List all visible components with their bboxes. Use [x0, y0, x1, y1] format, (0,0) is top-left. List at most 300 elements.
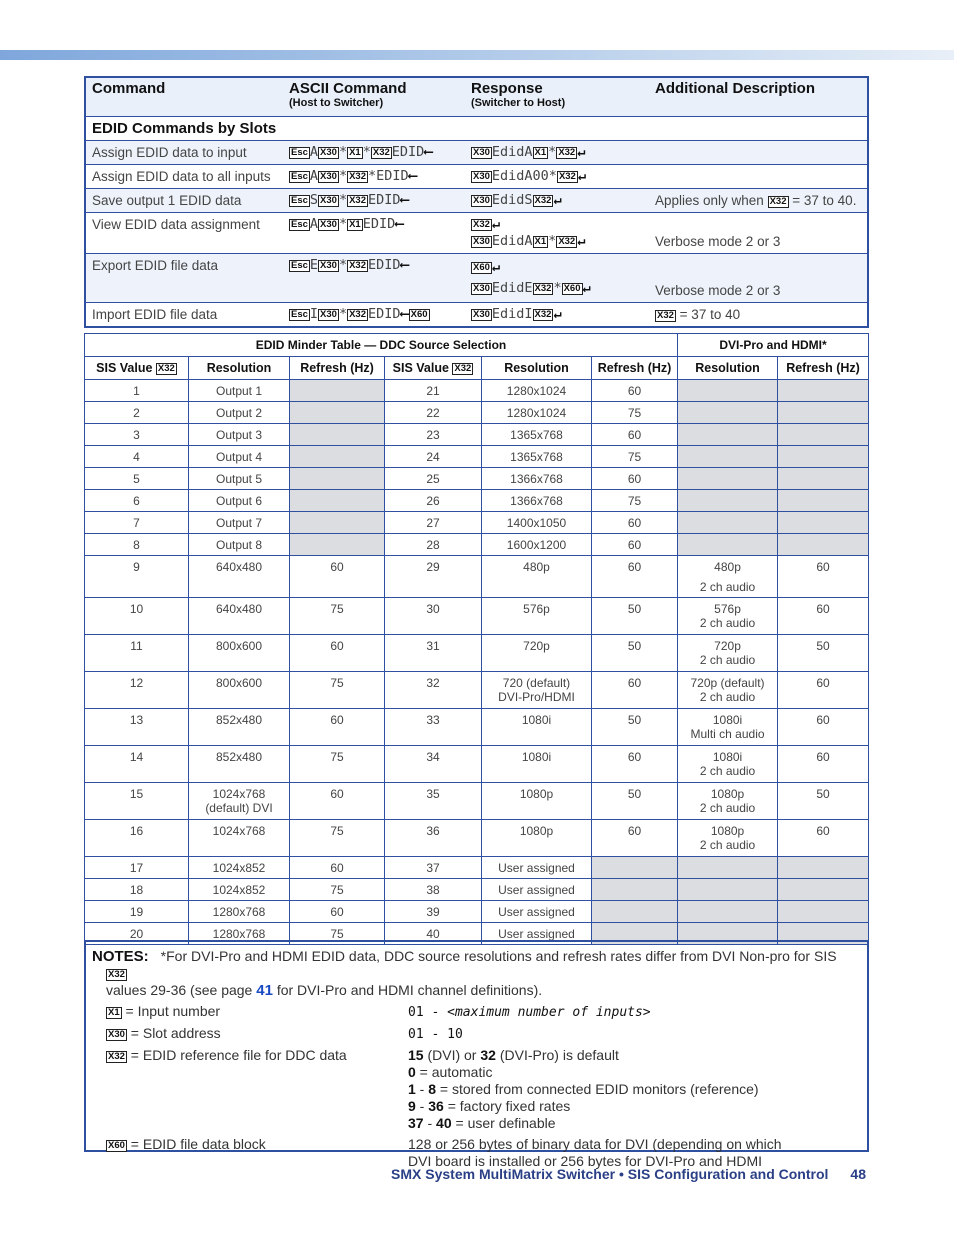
cell-value: 50 [627, 602, 642, 616]
header-response: Response [471, 80, 543, 97]
notes-heading: NOTES: [92, 948, 149, 965]
table-cell [778, 402, 869, 424]
cell-value: 1080p [710, 824, 745, 838]
table-cell [189, 746, 290, 783]
resp-part: EdidA00* [491, 168, 557, 184]
cell-value: 32 [426, 676, 440, 690]
table-cell [678, 857, 778, 879]
table-cell [778, 709, 869, 746]
table-row [85, 746, 869, 783]
cell-value: 23 [426, 428, 440, 442]
esc-key-icon: Esc [291, 147, 308, 158]
x32-value-number: 40 [436, 1115, 452, 1131]
x32-key-icon: X32 [349, 260, 366, 271]
table-cell [385, 556, 482, 598]
description [649, 141, 867, 165]
table-cell [385, 446, 482, 468]
cell-value: 25 [426, 472, 440, 486]
x32-value-line [408, 1098, 857, 1115]
table-cell [290, 879, 385, 901]
x32-value-text: (DVI) or [423, 1047, 481, 1063]
table-cell [189, 534, 290, 556]
edid-command-table [84, 76, 869, 328]
cell-subvalue: DVI-Pro/HDMI [498, 690, 575, 704]
top-accent-bar [0, 50, 954, 60]
table-cell [592, 635, 678, 672]
command-name: Export EDID file data [86, 254, 283, 303]
table-cell [678, 402, 778, 424]
table-cell [85, 446, 189, 468]
cell-value: 50 [627, 639, 642, 653]
cell-value: 8 [133, 538, 140, 552]
description: = 37 to 40. [792, 193, 857, 208]
cell-value: 60 [330, 861, 344, 875]
table-row [86, 303, 867, 327]
x32-value-text: = automatic [415, 1064, 493, 1080]
table-cell [385, 512, 482, 534]
cell-value: 40 [426, 927, 440, 941]
table-cell [189, 879, 290, 901]
cell-value: 60 [627, 516, 642, 530]
cell-value: User assigned [498, 861, 575, 875]
table-cell [778, 446, 869, 468]
x32-value-line [408, 1081, 857, 1098]
table-cell [592, 746, 678, 783]
table-row [86, 141, 867, 165]
cell-value: 50 [816, 639, 830, 653]
cell-value: 480p [714, 560, 741, 574]
col-header: Resolution [482, 357, 592, 380]
cell-value: 800x600 [215, 676, 263, 690]
cell-value: 60 [816, 676, 830, 690]
cell-value: User assigned [498, 905, 575, 919]
table-cell [189, 490, 290, 512]
table-cell [592, 783, 678, 820]
col-header [385, 357, 482, 380]
table-cell [290, 709, 385, 746]
esc-key-icon: Esc [291, 260, 308, 271]
x32-key-icon: X32 [558, 171, 576, 182]
cell-value: 576p [523, 602, 550, 616]
table-cell [482, 879, 592, 901]
cmd-part: S [309, 192, 319, 208]
table-cell [592, 709, 678, 746]
resp-part: * [548, 233, 557, 249]
table-cell [592, 534, 678, 556]
cell-value: 1365x768 [510, 450, 563, 464]
cell-value: 27 [426, 516, 440, 530]
cell-value: Output 2 [215, 406, 263, 420]
cell-value: 10 [129, 602, 144, 616]
table-cell [385, 402, 482, 424]
x1-key-icon: X1 [108, 1007, 120, 1018]
table-cell [85, 672, 189, 709]
cell-value: User assigned [498, 883, 575, 897]
x32-key-icon: X32 [558, 147, 576, 158]
table-header [86, 78, 867, 117]
table-cell [290, 402, 385, 424]
x32-value-text: = stored from connected EDID monitors (reference) [436, 1081, 759, 1097]
table-cell [482, 901, 592, 923]
table-row [85, 879, 869, 901]
table-cell [189, 709, 290, 746]
header-ascii-sub: (Host to Switcher) [289, 97, 384, 109]
arrow-left-icon: ⟵ [424, 144, 433, 160]
x30-key-icon: X30 [473, 236, 490, 247]
cell-value: 1024x852 [212, 861, 266, 875]
x32-key-icon: X32 [108, 1051, 125, 1062]
cell-value: 20 [129, 927, 144, 941]
cell-value: 60 [627, 472, 642, 486]
table-cell [290, 746, 385, 783]
cmd-part: A [309, 216, 319, 232]
cell-value: 50 [627, 787, 642, 801]
cell-value: 33 [426, 713, 440, 727]
cell-value: 1280x1024 [506, 406, 567, 420]
x32-key-icon: X32 [108, 969, 125, 980]
x60-key-icon: X60 [473, 262, 490, 273]
cell-value: 60 [627, 384, 642, 398]
table-cell [290, 512, 385, 534]
table-cell [189, 857, 290, 879]
cmd-part: A [309, 144, 319, 160]
table-cell [778, 534, 869, 556]
table-cell [290, 901, 385, 923]
resp-part: * [548, 144, 557, 160]
x30-key-icon: X30 [320, 195, 337, 206]
table-cell [482, 512, 592, 534]
cell-value: 26 [426, 494, 440, 508]
table-cell [592, 402, 678, 424]
command-name: Assign EDID data to input [86, 141, 283, 165]
x30-key-icon: X30 [320, 309, 337, 320]
table-cell [778, 879, 869, 901]
table-cell [85, 709, 189, 746]
x32-values [408, 1047, 857, 1132]
resp-part: EdidE [491, 280, 533, 296]
table-cell [778, 746, 869, 783]
cell-value: 60 [330, 639, 344, 653]
table-row [85, 512, 869, 534]
table-cell [778, 556, 869, 598]
x30-key-icon: X30 [473, 283, 490, 294]
table-cell [482, 424, 592, 446]
table-cell [85, 746, 189, 783]
table-cell [189, 820, 290, 857]
table-row [85, 672, 869, 709]
x32-value-number: 37 [408, 1115, 424, 1131]
cell-value: Output 1 [215, 384, 263, 398]
table-cell [290, 783, 385, 820]
cell-subvalue: 2 ch audio [699, 653, 756, 667]
table-cell [778, 512, 869, 534]
cell-subvalue: Multi ch audio [690, 727, 765, 741]
table-cell [678, 746, 778, 783]
cell-value: 1024x768 [212, 824, 266, 838]
table-cell [385, 857, 482, 879]
cell-value: 720p [523, 639, 550, 653]
table-row [85, 534, 869, 556]
cell-value: Output 7 [215, 516, 263, 530]
cell-value: 60 [627, 750, 642, 764]
cell-value: 75 [627, 494, 642, 508]
page-number: 48 [850, 1166, 866, 1182]
table-cell [678, 820, 778, 857]
table-cell [85, 783, 189, 820]
x60-label: = EDID file data block [130, 1136, 266, 1152]
cell-value: 14 [129, 750, 144, 764]
x32-value-text: - [423, 1115, 437, 1131]
table-cell [678, 446, 778, 468]
x32-value-number: 1 [408, 1081, 416, 1097]
table-cell [678, 879, 778, 901]
cell-value: 39 [426, 905, 440, 919]
table-cell [290, 380, 385, 402]
table-cell [678, 380, 778, 402]
table-cell [482, 857, 592, 879]
page-link[interactable]: 41 [256, 982, 273, 999]
table-cell [482, 783, 592, 820]
table-cell [678, 783, 778, 820]
x32-value-text: = user definable [451, 1115, 556, 1131]
arrow-left-icon: ⟵ [408, 168, 417, 184]
table-cell [678, 512, 778, 534]
cmd-part: EDID [368, 306, 401, 322]
cmd-part: *EDID [368, 168, 409, 184]
cell-value: 1080i [712, 713, 743, 727]
table-cell [85, 512, 189, 534]
cmd-part: * [338, 257, 348, 273]
cell-subvalue: 2 ch audio [699, 838, 756, 852]
cell-value: 75 [330, 602, 344, 616]
cmd-part: * [338, 144, 348, 160]
table-cell [290, 598, 385, 635]
cmd-part: I [309, 306, 319, 322]
cell-value: 21 [426, 384, 440, 398]
cell-value: 50 [627, 713, 642, 727]
table-cell [592, 820, 678, 857]
esc-key-icon: Esc [291, 309, 308, 320]
cell-value: 17 [129, 861, 144, 875]
command-name: Assign EDID data to all inputs [86, 165, 283, 189]
table-row [86, 165, 867, 189]
cell-subvalue: 2 ch audio [699, 801, 756, 815]
cell-value: 60 [330, 560, 344, 574]
x32-value-number: 32 [480, 1047, 496, 1063]
return-icon: ↵ [582, 280, 591, 296]
x30-key-icon: X30 [473, 147, 490, 158]
resp-part: EdidS [491, 192, 533, 208]
cell-value: 19 [129, 905, 144, 919]
table-cell [189, 380, 290, 402]
table-cell [290, 672, 385, 709]
cell-value: 13 [129, 713, 144, 727]
x32-key-icon: X32 [349, 309, 366, 320]
col-header-label: SIS Value [392, 361, 449, 375]
table-cell [385, 746, 482, 783]
table-cell [385, 534, 482, 556]
table-cell [290, 534, 385, 556]
table-cell [592, 380, 678, 402]
esc-key-icon: Esc [291, 171, 308, 182]
table-cell [189, 468, 290, 490]
x32-key-icon: X32 [534, 195, 552, 206]
x32-key-icon: X32 [534, 309, 552, 320]
cmd-part: * [338, 192, 348, 208]
cell-value: 4 [133, 450, 140, 464]
table-cell [778, 635, 869, 672]
cell-value: 60 [627, 538, 642, 552]
x1-key-icon: X1 [349, 219, 361, 230]
cell-value: 1024x768 [212, 787, 266, 801]
cell-value: 30 [426, 602, 440, 616]
description: = 37 to 40 [679, 307, 741, 322]
table-cell [778, 857, 869, 879]
table-cell [385, 901, 482, 923]
table-row [85, 556, 869, 598]
cell-value: 60 [627, 824, 642, 838]
cell-value: 1080p [519, 824, 554, 838]
cell-value: 38 [426, 883, 440, 897]
table-cell [778, 672, 869, 709]
table-row [85, 468, 869, 490]
x32-key-icon: X32 [157, 363, 175, 374]
x32-value-line [408, 1047, 857, 1064]
edid-minder-table [84, 333, 869, 945]
table-cell [85, 380, 189, 402]
table-cell [290, 635, 385, 672]
description: Verbose mode 2 or 3 [649, 254, 867, 303]
table-row [85, 783, 869, 820]
table-cell [592, 901, 678, 923]
cell-value: Output 8 [215, 538, 263, 552]
cell-value: 1600x1200 [506, 538, 567, 552]
table-cell [778, 490, 869, 512]
table-cell [678, 556, 778, 598]
table-cell [85, 635, 189, 672]
cmd-part: E [309, 257, 319, 273]
table-cell [85, 879, 189, 901]
cell-value: 34 [426, 750, 440, 764]
cell-value: 24 [426, 450, 440, 464]
cell-value: 29 [426, 560, 440, 574]
cell-value: 15 [129, 787, 144, 801]
col-header-label: SIS Value [96, 361, 153, 375]
cell-value: User assigned [498, 927, 575, 941]
cell-value: 3 [133, 428, 140, 442]
table-cell [385, 820, 482, 857]
table-cell [482, 380, 592, 402]
cell-value: 852x480 [215, 750, 263, 764]
table-cell [189, 424, 290, 446]
cell-value: 1366x768 [510, 472, 563, 486]
col-header: Refresh (Hz) [290, 357, 385, 380]
table-cell [85, 402, 189, 424]
cell-value: 1080p [519, 787, 554, 801]
table-cell [482, 709, 592, 746]
table-row [86, 254, 867, 303]
cell-value: 6 [133, 494, 140, 508]
resp-part: EdidI [491, 306, 533, 322]
table-cell [85, 901, 189, 923]
table-cell [385, 879, 482, 901]
x32-value-text: - [415, 1081, 429, 1097]
cell-subvalue: 2 ch audio [699, 690, 756, 704]
cell-value: 75 [627, 450, 642, 464]
col-header: Resolution [678, 357, 778, 380]
cell-value: 800x600 [215, 639, 263, 653]
cell-value: 60 [330, 905, 344, 919]
cell-value: 1280x768 [212, 905, 266, 919]
table-cell [592, 879, 678, 901]
table-cell [592, 857, 678, 879]
table-cell [385, 709, 482, 746]
cell-value: 50 [816, 787, 830, 801]
x32-key-icon: X32 [473, 219, 490, 230]
return-icon: ↵ [491, 216, 501, 232]
table-cell [482, 446, 592, 468]
table-cell [189, 901, 290, 923]
cell-value: 480p [523, 560, 550, 574]
cell-value: 720p (default) [690, 676, 765, 690]
col-header: Refresh (Hz) [592, 357, 678, 380]
col-header: Resolution [189, 357, 290, 380]
cell-value: 60 [330, 713, 344, 727]
x30-key-icon: X30 [320, 147, 337, 158]
table-cell [290, 468, 385, 490]
table-cell [385, 468, 482, 490]
description: Verbose mode 2 or 3 [649, 213, 867, 254]
return-icon: ↵ [577, 233, 586, 249]
return-icon: ↵ [577, 168, 586, 184]
section-title: EDID Commands by Slots [86, 117, 867, 141]
x60-line1: 128 or 256 bytes of binary data for DVI (depending on which [408, 1136, 782, 1152]
x32-label: = EDID reference file for DDC data [130, 1047, 347, 1063]
cell-value: 1400x1050 [506, 516, 567, 530]
table-cell [482, 598, 592, 635]
x60-key-icon: X60 [410, 309, 428, 320]
cell-value: Output 4 [215, 450, 263, 464]
cell-value: 36 [426, 824, 440, 838]
table-cell [482, 556, 592, 598]
table-cell [592, 424, 678, 446]
table-cell [592, 556, 678, 598]
cell-value: 640x480 [215, 602, 263, 616]
table-cell [678, 534, 778, 556]
cmd-part: EDID [368, 192, 401, 208]
x1-range-max: <maximum number of inputs> [447, 1005, 651, 1020]
x32-value-number: 9 [408, 1098, 416, 1114]
table-cell [85, 598, 189, 635]
cmd-part: EDID [368, 257, 401, 273]
header-description: Additional Description [655, 80, 816, 97]
x1-label: = Input number [125, 1003, 221, 1019]
table-row [85, 901, 869, 923]
table-cell [482, 820, 592, 857]
x32-value-line [408, 1064, 857, 1081]
table-row [85, 402, 869, 424]
cell-value: 1080i [521, 750, 552, 764]
command-name: View EDID data assignment [86, 213, 283, 254]
table-cell [592, 672, 678, 709]
table-cell [385, 424, 482, 446]
cell-value: 60 [816, 750, 830, 764]
cell-value: 18 [129, 883, 144, 897]
table-cell [385, 598, 482, 635]
cell-value: 60 [627, 560, 642, 574]
header-ascii: ASCII Command [289, 80, 407, 97]
cell-value: 2 [133, 406, 140, 420]
